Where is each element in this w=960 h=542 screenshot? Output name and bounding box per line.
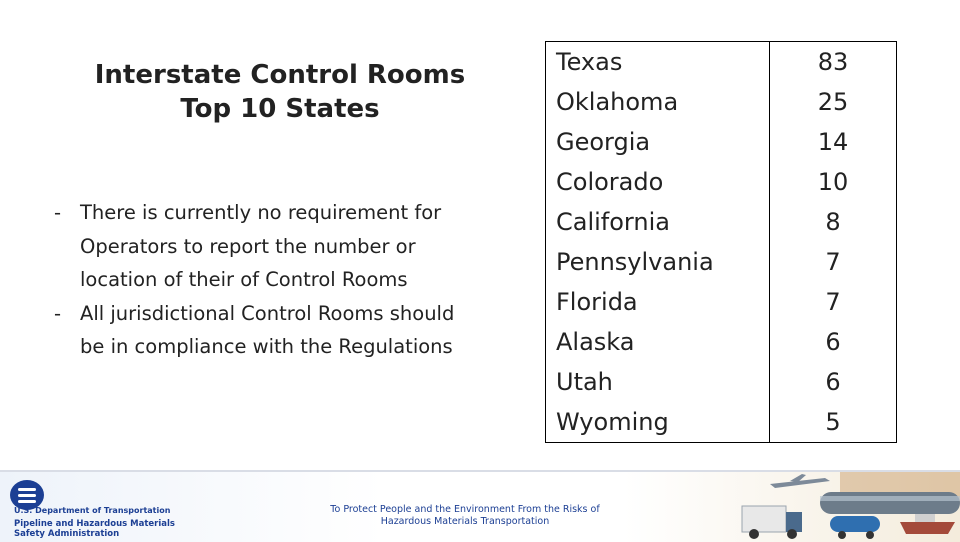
count-cell: 7 (825, 248, 841, 276)
table-row (546, 402, 897, 443)
title-line-1: Interstate Control Rooms (94, 60, 466, 90)
ship-icon (900, 522, 955, 534)
pipeline-icon (820, 492, 960, 514)
mission-line-2: Hazardous Materials Transportation (380, 516, 550, 527)
table-row (546, 322, 897, 362)
bullet-item (52, 196, 482, 297)
footer-banner (0, 470, 960, 542)
state-cell: Alaska (546, 322, 770, 362)
state-cell: Oklahoma (546, 82, 770, 122)
count-cell: 5 (825, 408, 841, 436)
state-cell: California (546, 202, 770, 242)
title-line-2: Top 10 States (180, 94, 380, 124)
slide-title (40, 58, 520, 126)
table-row (546, 162, 897, 202)
bullet-text: There is currently no requirement for Operators to report the number or location of their of Control Rooms (80, 201, 442, 291)
state-cell: Florida (546, 282, 770, 322)
count-cell: 14 (817, 128, 849, 156)
state-cell: Colorado (546, 162, 770, 202)
table-row (546, 122, 897, 162)
agency-name: U.S. Department of Transportation (14, 506, 171, 515)
truck-icon (742, 506, 786, 532)
transportation-scene-image (730, 472, 960, 542)
bullet-text: All jurisdictional Control Rooms should be in compliance with the Regulations (80, 301, 455, 358)
count-cell: 10 (817, 168, 849, 196)
count-cell: 8 (825, 208, 841, 236)
count-cell: 6 (825, 328, 841, 356)
tanker-icon (830, 516, 880, 532)
state-cell: Texas (546, 42, 770, 83)
mission-line-1: To Protect People and the Environment From the Risks of (330, 504, 600, 515)
bullet-list (52, 196, 482, 364)
count-cell: 7 (825, 288, 841, 316)
bullet-item (52, 297, 482, 364)
table-row (546, 82, 897, 122)
state-cell: Wyoming (546, 402, 770, 443)
state-cell: Pennsylvania (546, 242, 770, 282)
state-cell: Georgia (546, 122, 770, 162)
table-row (546, 282, 897, 322)
count-cell: 83 (817, 48, 849, 76)
mission-statement (300, 504, 630, 528)
bullet-marker: - (54, 201, 62, 224)
state-cell: Utah (546, 362, 770, 402)
administration-line-2: Safety Administration (14, 529, 120, 539)
administration-line-1: Pipeline and Hazardous Materials (14, 519, 175, 529)
states-table (545, 41, 897, 443)
administration-name (14, 519, 175, 539)
count-cell: 6 (825, 368, 841, 396)
count-cell: 25 (817, 88, 849, 116)
table-row (546, 42, 897, 83)
table-row (546, 242, 897, 282)
table-row (546, 362, 897, 402)
table-row (546, 202, 897, 242)
bullet-marker: - (54, 301, 62, 325)
